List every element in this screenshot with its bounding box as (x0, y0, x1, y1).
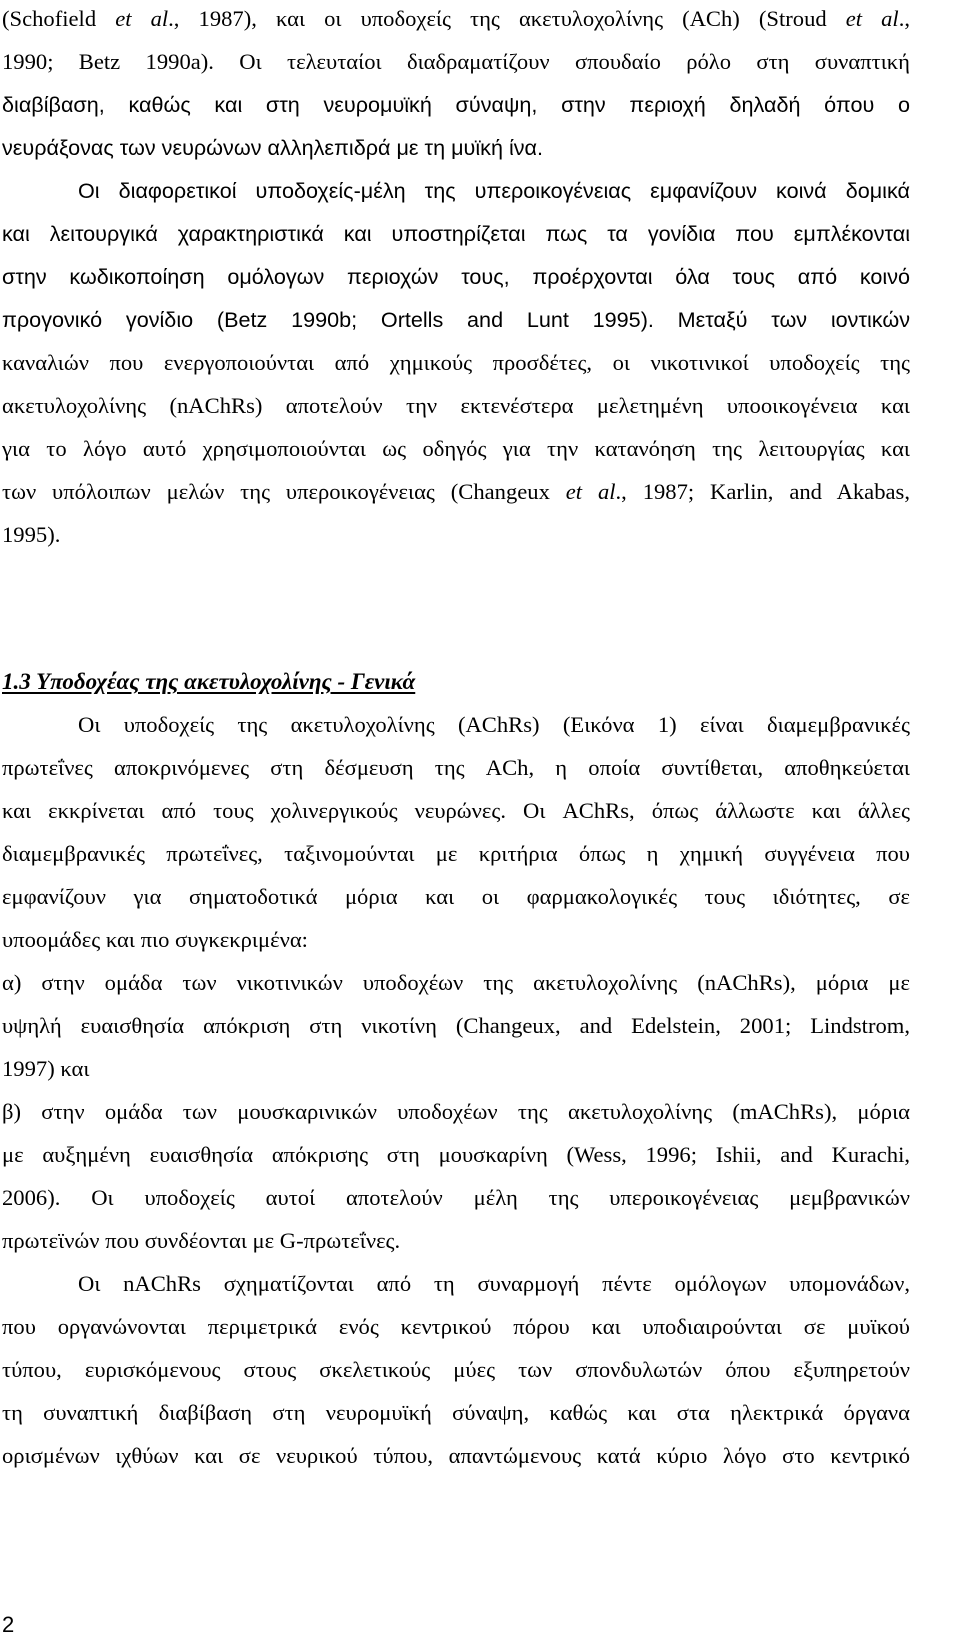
page-number: 2 (2, 1612, 15, 1637)
paragraph-first-line: Οι υποδοχείς της ακετυλοχολίνης (AChRs) (Εικόνα 1) είναι διαμεμβρανικές (78, 712, 910, 737)
text-line: τη συναπτική διαβίβαση στη νευρομυϊκή σύναψη, καθώς και στα ηλεκτρικά όργανα (2, 1400, 910, 1425)
text-line: 1995). (2, 522, 61, 547)
text-line: 1997) και (2, 1056, 90, 1081)
text-line: 1990; Betz 1990a). Οι τελευταίοι διαδραματίζουν σπουδαίο ρόλο στη συναπτική (2, 49, 910, 74)
text-line: πρωτεΐνες αποκρινόμενες στη δέσμευση της ACh, η οποία συντίθεται, αποθηκεύεται (2, 755, 910, 780)
text-line: διαμεμβρανικές πρωτεΐνες, ταξινομούνται με κριτήρια όπως η χημική συγγένεια που (2, 841, 910, 866)
text-line: πρωτεϊνών που συνδέονται με G-πρωτεΐνες. (2, 1228, 401, 1253)
paragraph-first-line: Οι nAChRs σχηματίζονται από τη συναρμογή πέντε ομόλογων υπομονάδων, (78, 1271, 910, 1296)
text-line: (Schofield et al., 1987), και οι υποδοχείς της ακετυλοχολίνης (ACh) (Stroud et al., (2, 6, 910, 31)
text-line: και λειτουργικά χαρακτηριστικά και υποστηρίζεται πως τα γονίδια που εμπλέκονται (2, 221, 910, 246)
paragraph-first-line: Οι διαφορετικοί υποδοχείς-μέλη της υπεροικογένειας εμφανίζουν κοινά δομικά (78, 178, 910, 203)
text-line: υψηλή ευαισθησία απόκριση στη νικοτίνη (Changeux, and Edelstein, 2001; Lindstrom, (2, 1013, 910, 1038)
text-line: για το λόγο αυτό χρησιμοποιούνται ως οδηγός για την κατανόηση της λειτουργίας και (2, 436, 910, 461)
section-heading: 1.3 Υποδοχέας της ακετυλοχολίνης - Γενικά (2, 669, 416, 694)
text-line: προγονικό γονίδιο (Betz 1990b; Ortells and Lunt 1995). Μεταξύ των ιοντικών (2, 307, 910, 332)
text-line: υποομάδες και πιο συγκεκριμένα: (2, 927, 308, 952)
text-line: καναλιών που ενεργοποιούνται από χημικούς προσδέτες, οι νικοτινικοί υποδοχείς της (2, 350, 910, 375)
list-item-a: α) στην ομάδα των νικοτινικών υποδοχέων της ακετυλοχολίνης (nAChRs), μόρια με (2, 970, 910, 995)
text-line: με αυξημένη ευαισθησία απόκρισης στη μουσκαρίνη (Wess, 1996; Ishii, and Kurachi, (2, 1142, 910, 1167)
text-line: ακετυλοχολίνης (nAChRs) αποτελούν την εκτενέστερα μελετημένη υποοικογένεια και (2, 393, 910, 418)
text-line: ορισμένων ιχθύων και σε νευρικού τύπου, απαντώμενους κατά κύριο λόγο στο κεντρικό (2, 1443, 910, 1468)
text-line: τύπου, ευρισκόμενους στους σκελετικούς μύες των σπονδυλωτών όπου εξυπηρετούν (2, 1357, 910, 1382)
text-line: εμφανίζουν για σηματοδοτικά μόρια και οι φαρμακολογικές τους ιδιότητες, σε (2, 884, 910, 909)
list-item-b: β) στην ομάδα των μουσκαρινικών υποδοχέων της ακετυλοχολίνης (mAChRs), μόρια (2, 1099, 910, 1124)
text-line: διαβίβαση, καθώς και στη νευρομυϊκή σύναψη, στην περιοχή δηλαδή όπου ο (2, 92, 910, 117)
text-line: 2006). Οι υποδοχείς αυτοί αποτελούν μέλη της υπεροικογένειας μεμβρανικών (2, 1185, 910, 1210)
text-line: και εκκρίνεται από τους χολινεργικούς νευρώνες. Οι AChRs, όπως άλλωστε και άλλες (2, 798, 910, 823)
text-line: των υπόλοιπων μελών της υπεροικογένειας (Changeux et al., 1987; Karlin, and Akabas, (2, 479, 910, 504)
text-line: νευράξονας των νευρώνων αλληλεπιδρά με τη μυϊκή ίνα. (2, 135, 544, 160)
text-line: στην κωδικοποίηση ομόλογων περιοχών τους, προέρχονται όλα τους από κοινό (2, 264, 910, 289)
text-line: που οργανώνονται περιμετρικά ενός κεντρικού πόρου και υποδιαιρούνται σε μυϊκού (2, 1314, 910, 1339)
